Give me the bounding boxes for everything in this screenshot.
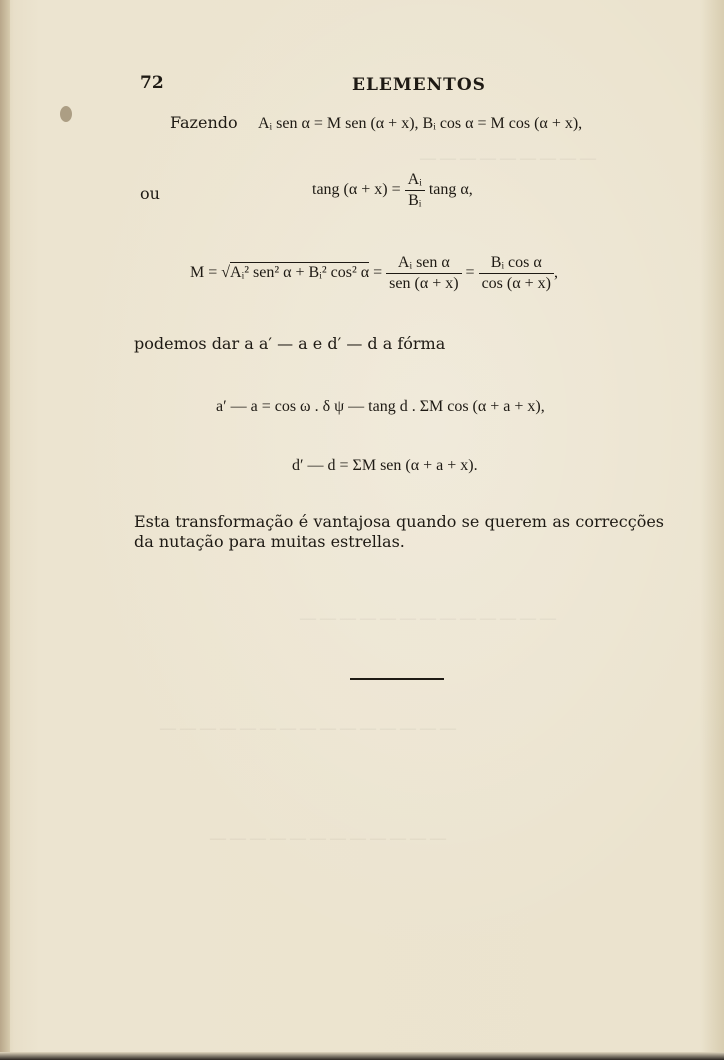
page-number: 72 (140, 73, 164, 93)
eq3-lhs: M = (190, 264, 218, 282)
bleed-through-texture: — — — — — — — — — — — — — (300, 610, 556, 627)
book-spine-shadow (0, 0, 10, 1060)
text-line: podemos dar a a′ — a e d′ — d a fórma (134, 334, 446, 353)
bleed-through-texture: — — — — — — — — — (420, 150, 596, 167)
equation-5: a′ — a = cos ω . δ ψ — tang d . ΣM cos (α + a + x), (216, 398, 545, 415)
eq2-denominator: Bᵢ (408, 192, 422, 209)
section-rule (350, 678, 444, 680)
eq3-frac1-denominator: sen (α + x) (389, 275, 459, 292)
page-bottom-edge (0, 1052, 724, 1060)
bleed-through-texture: — — — — — — — — — — — — — — — (160, 720, 456, 737)
equation-6: d′ — d = ΣM sen (α + a + x). (292, 457, 478, 474)
eq3-equals: = (373, 264, 383, 282)
equation-2 (312, 170, 473, 211)
equation-1: Aᵢ sen α = M sen (α + x), Bᵢ cos α = M cos (α + x), (258, 115, 583, 132)
eq3-equals-2: = (465, 264, 475, 282)
eq2-label: ou (140, 184, 160, 203)
body-paragraph: Esta transformação é vantajosa quando se querem as correcções da nutação para muitas estrellas. (134, 512, 664, 551)
eq3-sqrt-radicand: Aᵢ² sen² α + Bᵢ² cos² α (230, 264, 370, 282)
eq2-rhs: tang α, (428, 181, 473, 199)
eq3-tail: , (553, 264, 558, 282)
equation-3 (190, 253, 558, 294)
eq3-fraction-2 (479, 253, 554, 294)
eq2-fraction (405, 170, 425, 211)
running-header: ELEMENTOS (352, 75, 486, 95)
eq2-numerator: Aᵢ (405, 170, 425, 191)
eq3-frac2-numerator: Bᵢ cos α (479, 253, 554, 274)
eq3-frac2-denominator: cos (α + x) (481, 275, 551, 292)
bleed-through-texture: — — — — — — — — — — — — (210, 830, 446, 847)
eq3-fraction-1 (386, 253, 461, 294)
eq2-lhs: tang (α + x) = (312, 181, 401, 199)
sqrt-sign: √ (221, 264, 231, 282)
eq1-label: Fazendo (170, 113, 238, 132)
paper-stain (60, 106, 72, 122)
eq3-frac1-numerator: Aᵢ sen α (386, 253, 461, 274)
